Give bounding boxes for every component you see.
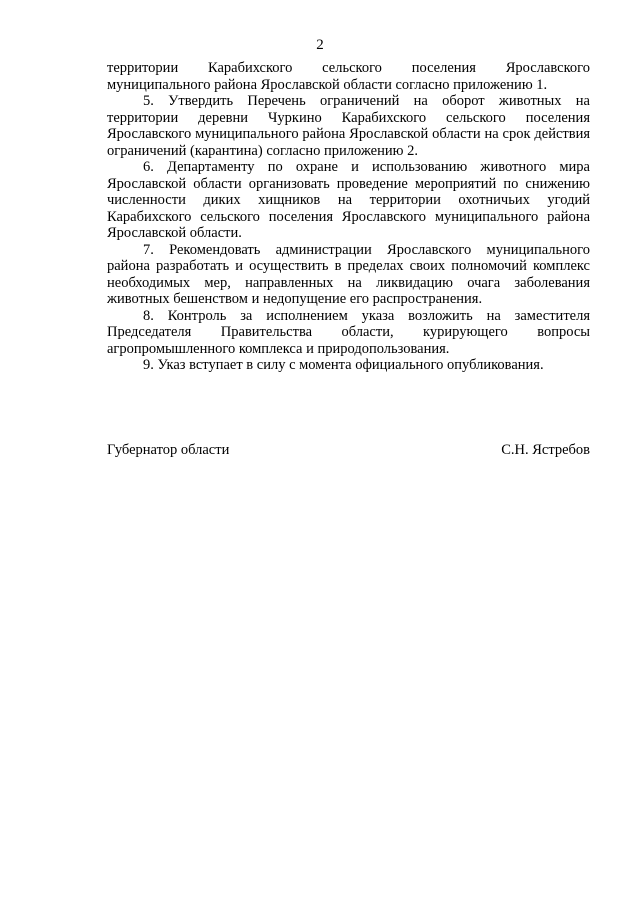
page-number: 2 <box>316 37 324 53</box>
paragraph-item-5: 5. Утвердить Перечень ограничений на оборот животных на территории деревни Чуркино Карабихского сельского поселения Ярославского муниципального района Ярославской области на срок действия ограничений (карантина) согласно приложению 2. <box>107 93 590 159</box>
paragraph-item-9: 9. Указ вступает в силу с момента официального опубликования. <box>143 357 544 373</box>
paragraph-item-6: 6. Департаменту по охране и использованию животного мира Ярославской области организовать проведение мероприятий по снижению численности диких хищников на территории охотничьих угодий Карабихского сельского поселения Ярославского муниципального района Ярославской области. <box>107 159 590 241</box>
paragraph-item-8: 8. Контроль за исполнением указа возложить на заместителя Председателя Правительства области, курирующего вопросы агропромышленного комплекса и природопользования. <box>107 307 590 357</box>
signatory-name: С.Н. Ястребов <box>501 442 590 458</box>
paragraph-item-7: 7. Рекомендовать администрации Ярославского муниципального района разработать и осуществить в пределах своих полномочий комплекс необходимых мер, направленных на ликвидацию очага заболевания животных бешенством и недопущение его распространения. <box>107 241 590 307</box>
paragraph-continuation: территории Карабихского сельского поселения Ярославского муниципального района Ярославской области согласно приложению 1. <box>107 60 590 93</box>
signature-block <box>107 442 590 459</box>
signatory-position: Губернатор области <box>107 442 230 458</box>
document-body <box>107 60 590 374</box>
